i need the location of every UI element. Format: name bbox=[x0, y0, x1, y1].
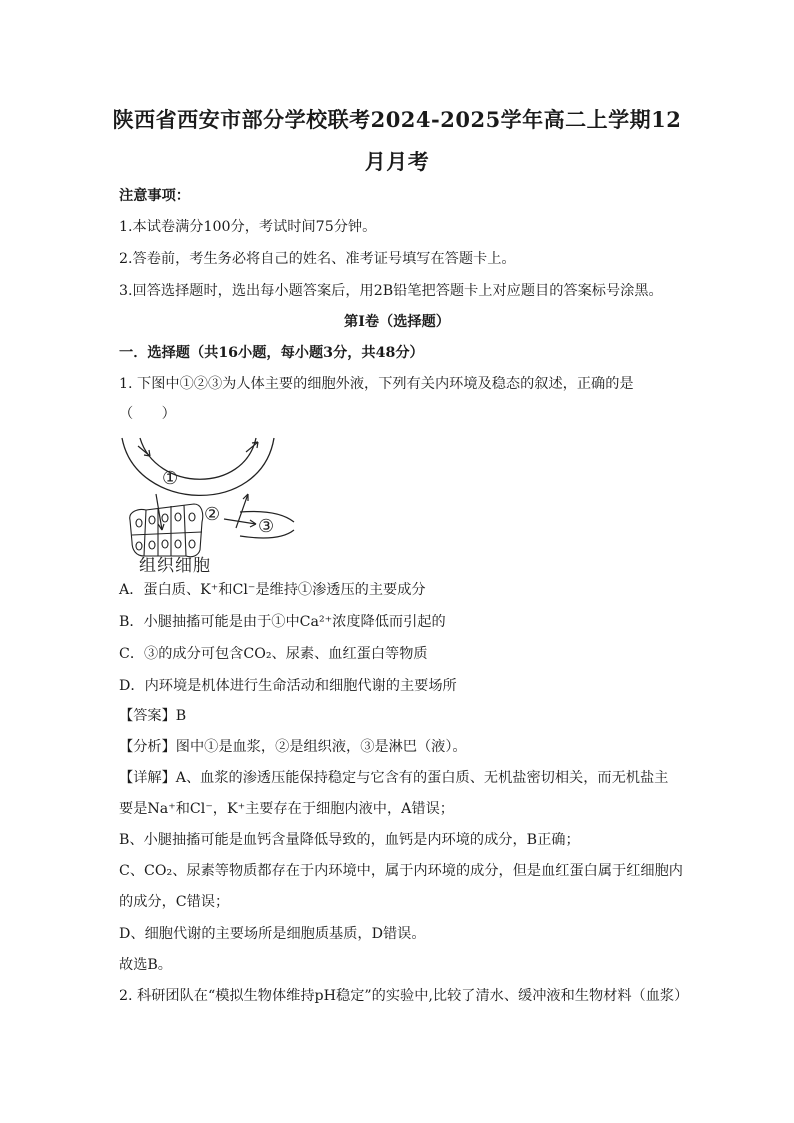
question-2-stem: 2. 科研团队在“模拟生物体维持pH稳定”的实验中,比较了清水、缓冲液和生物材料（血浆） bbox=[119, 988, 689, 1004]
question-1-detail-a-line2: 要是Na⁺和Cl⁻，K⁺主要存在于细胞内液中，A错误； bbox=[119, 801, 454, 817]
exam-title-line2: 月月考 bbox=[364, 149, 430, 174]
question-1-blank: （ ） bbox=[119, 406, 176, 422]
question-1-stem: 1. 下图中①②③为人体主要的细胞外液，下列有关内环境及稳态的叙述，正确的是 bbox=[119, 376, 634, 392]
label-tissue-fluid: ② bbox=[204, 504, 221, 525]
question-1-conclusion: 故选B。 bbox=[119, 957, 172, 973]
question-1-detail-b: B、小腿抽搐可能是血钙含量降低导致的，血钙是内环境的成分，B正确； bbox=[119, 832, 580, 848]
notes-heading: 注意事项： bbox=[119, 188, 190, 204]
tissue-cells bbox=[130, 504, 203, 557]
question-1-detail-d: D、细胞代谢的主要场所是细胞质基质，D错误。 bbox=[119, 926, 426, 942]
question-1-option-a: A．蛋白质、K⁺和Cl⁻是维持①渗透压的主要成分 bbox=[119, 582, 426, 598]
question-1-detail-c-line1: C、CO₂、尿素等物质都存在于内环境中，属于内环境的成分，但是血红蛋白属于红细胞内 bbox=[119, 863, 683, 879]
question-1-analysis: 【分析】图中①是血浆，②是组织液，③是淋巴（液）。 bbox=[119, 739, 467, 755]
label-plasma: ① bbox=[162, 468, 179, 489]
question-1-option-d: D．内环境是机体进行生命活动和细胞代谢的主要场所 bbox=[119, 678, 457, 694]
question-1-option-b: B．小腿抽搐可能是由于①中Ca²⁺浓度降低而引起的 bbox=[119, 614, 446, 630]
part-heading: 一．选择题（共16小题，每小题3分，共48分） bbox=[119, 345, 424, 361]
vessel-inner-wall bbox=[140, 438, 256, 479]
tissue-cell-label: 组织细胞 bbox=[139, 556, 211, 576]
question-1-detail-a-line1: 【详解】A、血浆的渗透压能保持稳定与它含有的蛋白质、无机盐密切相关，而无机盐主 bbox=[119, 770, 669, 786]
question-1-answer: 【答案】B bbox=[119, 708, 187, 724]
note-1: 1.本试卷满分100分，考试时间75分钟。 bbox=[119, 219, 377, 235]
exam-title-line1: 陕西省西安市部分学校联考2024-2025学年高二上学期12 bbox=[112, 107, 682, 132]
vessel-outer-wall bbox=[122, 438, 274, 495]
section-title: 第Ⅰ卷（选择题） bbox=[344, 314, 450, 330]
question-1-option-c: C．③的成分可包含CO₂、尿素、血红蛋白等物质 bbox=[119, 646, 428, 662]
note-2: 2.答卷前，考生务必将自己的姓名、准考证号填写在答题卡上。 bbox=[119, 251, 516, 267]
label-lymph: ③ bbox=[258, 516, 275, 537]
note-3: 3.回答选择题时，选出每小题答案后，用2B铅笔把答题卡上对应题目的答案标号涂黑。 bbox=[119, 283, 663, 299]
question-1-detail-c-line2: 的成分，C错误； bbox=[119, 894, 230, 910]
